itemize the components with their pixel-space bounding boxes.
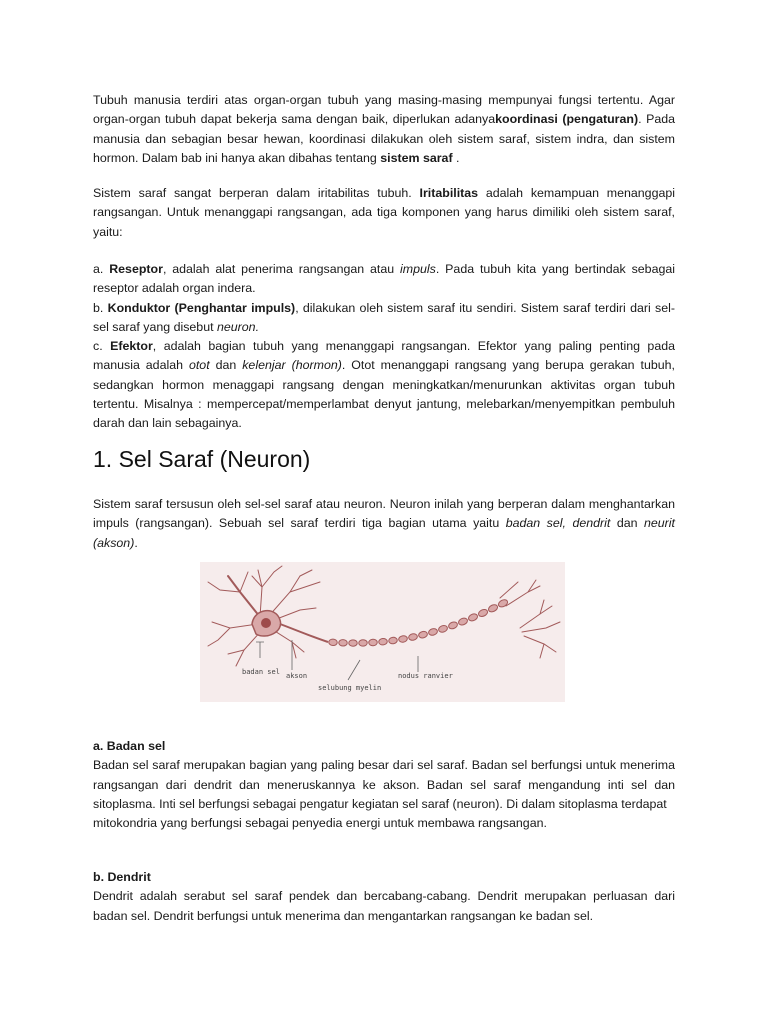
badan-sel-title: a. Badan sel — [93, 739, 166, 753]
neuron-illustration — [200, 562, 565, 702]
label-nodus-ranvier: nodus ranvier — [398, 672, 453, 680]
label-badan-sel: badan sel — [242, 668, 280, 676]
myelin-segment — [339, 639, 348, 646]
nucleus — [261, 618, 271, 628]
myelin-segment — [378, 638, 387, 645]
section-heading: 1. Sel Saraf (Neuron) — [93, 446, 311, 472]
myelin-segment — [359, 640, 368, 647]
label-selubung-myelin: selubung myelin — [318, 684, 382, 692]
dendrit-text: Dendrit adalah serabut sel saraf pendek dan bercabang-cabang. Dendrit merupakan perluasan dari badan sel. Dendrit berfungsi untuk menerima dan mengantarkan rangsangan ke badan sel. — [93, 889, 675, 923]
intro-paragraph-2: Sistem saraf sangat berperan dalam iritabilitas tubuh. Iritabilitas adalah kemampuan menanggapi rangsangan. Untuk menanggapi rangsangan, ada tiga komponen yang harus dimiliki oleh sistem saraf, yaitu: — [93, 186, 675, 239]
badan-sel-text: Badan sel saraf merupakan bagian yang paling besar dari sel saraf. Badan sel berfungsi untuk menerima rangsangan dari dendrit dan meneruskannya ke akson. Badan sel saraf mengandung inti sel dan sitoplasma. Inti sel berfungsi sebagai pengatur kegiatan sel saraf (neuron). Di dalam sitoplasma terdapat — [93, 758, 675, 811]
badan-sel-section — [93, 737, 675, 833]
component-reseptor: a. Reseptor, adalah alat penerima rangsangan atau impuls. Pada tubuh kita yang bertindak sebagai reseptor adalah organ indera. — [93, 262, 675, 296]
components-list — [93, 260, 675, 434]
myelin-segment — [349, 640, 358, 646]
neuron-diagram — [200, 562, 565, 702]
dendrit-section — [93, 868, 675, 926]
badan-sel-text-2: mitokondria yang berfungsi sebagai penyedia energi untuk membawa rangsangan. — [93, 816, 547, 831]
neuron-paragraph: Sistem saraf tersusun oleh sel-sel saraf atau neuron. Neuron inilah yang berperan dalam menghantarkan impuls (rangsangan). Sebuah sel saraf terdiri tiga bagian utama yaitu badan sel, dendrit dan neurit (akson). — [93, 497, 675, 550]
intro-paragraph-1: Tubuh manusia terdiri atas organ-organ tubuh yang masing-masing mempunyai fungsi tertentu. Agar organ-organ tubuh dapat bekerja sama dengan baik, diperlukan adanyakoordinasi (pengaturan). Pada manusia dan sebagian besar hewan, koordinasi dilakukan oleh sistem saraf, sistem indra, dan sistem hormon. Dalam bab ini hanya akan dibahas tentang sistem saraf . — [93, 93, 676, 165]
component-konduktor: b. Konduktor (Penghantar impuls), dilakukan oleh sistem saraf itu sendiri. Sistem saraf terdiri dari sel-sel saraf yang disebut neuron. — [93, 300, 675, 334]
myelin-segment — [329, 639, 338, 646]
dendrit-title: b. Dendrit — [93, 870, 151, 884]
label-akson: akson — [286, 672, 308, 680]
component-efektor: c. Efektor, adalah bagian tubuh yang menanggapi rangsangan. Efektor yang paling penting pada manusia adalah otot dan kelenjar (hormon). Otot menanggapi rangsang yang berupa gerakan tubuh, sedangkan hormon menaggapi rangsang dengan meningkatkan/menurunkan aktivitas organ tubuh tertentu. Misalnya : mempercepat/memperlambat denyut jantung, melebarkan/menyempitkan pembuluh darah dan lain sebagainya. — [93, 339, 675, 431]
myelin-segment — [369, 639, 378, 646]
